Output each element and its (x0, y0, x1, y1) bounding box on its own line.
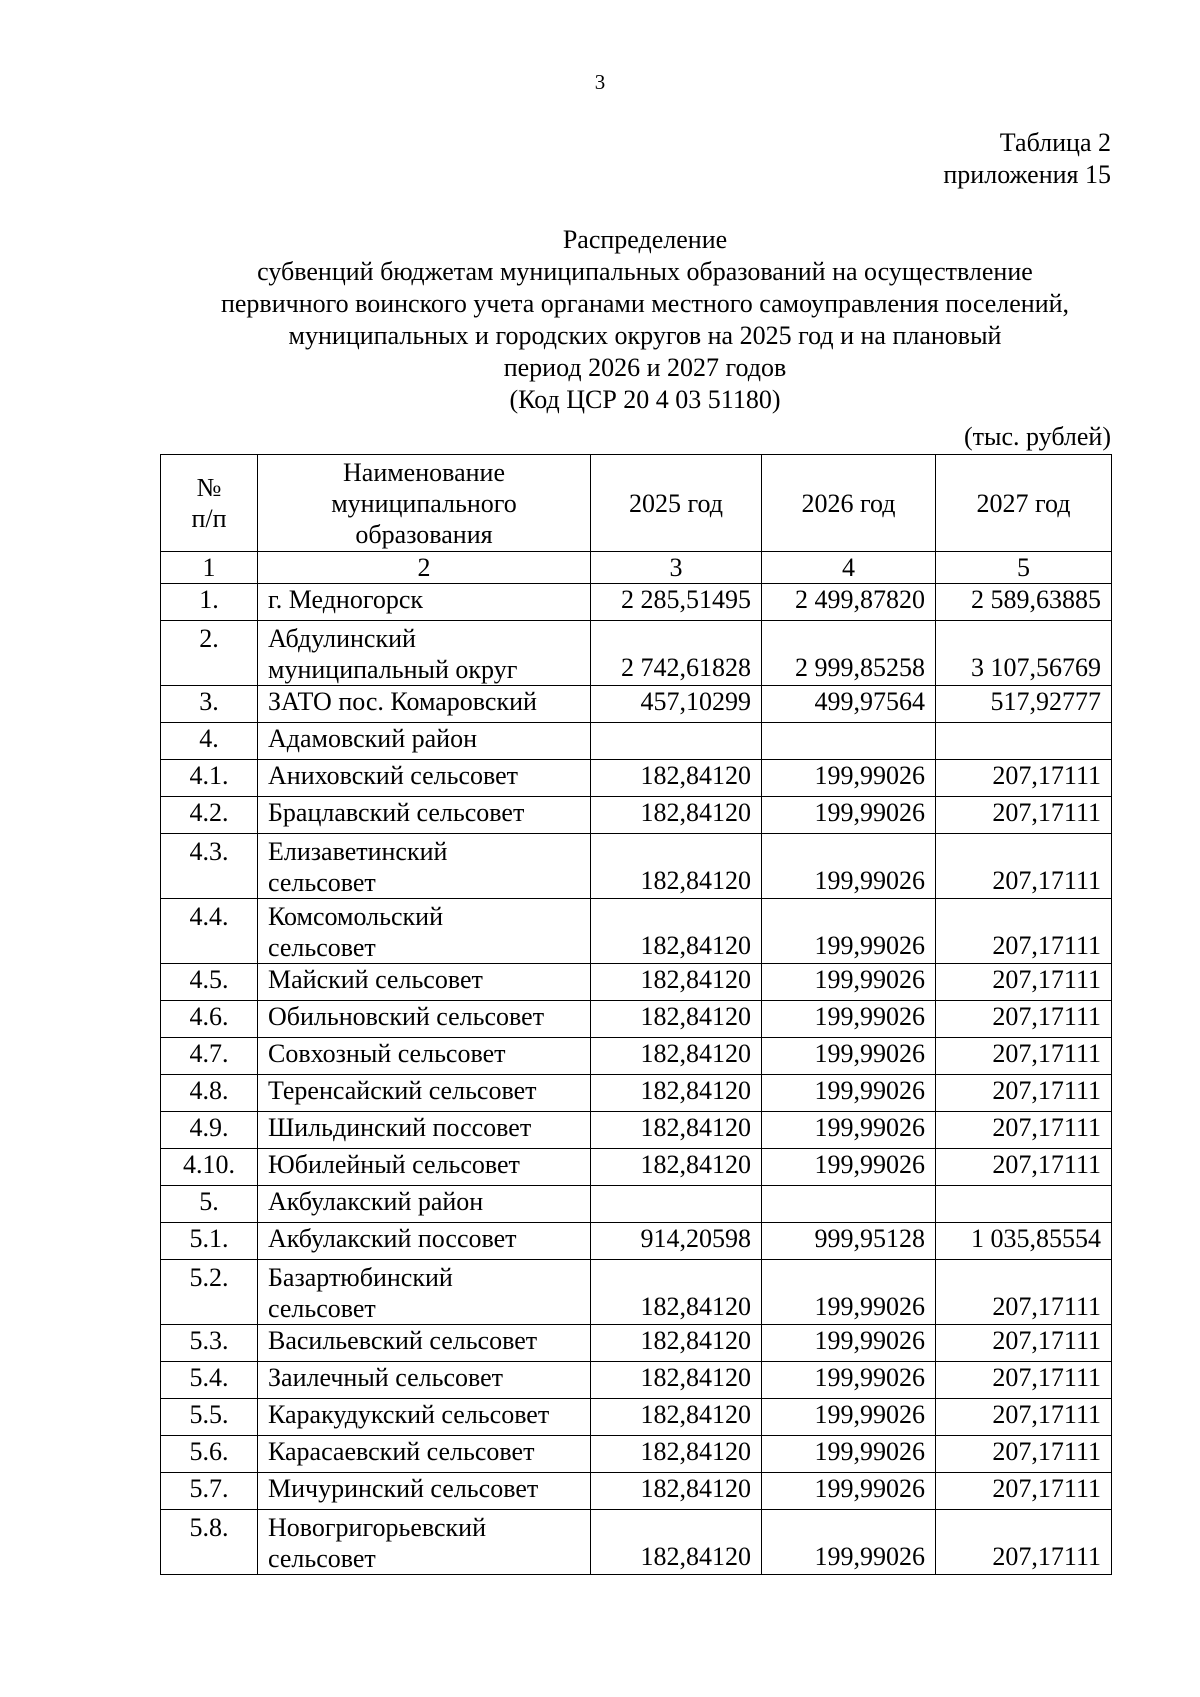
table-row (161, 1186, 1112, 1223)
table-row (161, 1436, 1112, 1473)
row-number: 4.7. (161, 1038, 258, 1075)
table-reference-line-2: приложения 15 (943, 160, 1111, 189)
row-number: 1. (161, 584, 258, 621)
row-name (258, 1510, 591, 1575)
units-label: (тыс. рублей) (963, 422, 1111, 451)
column-index: 3 (591, 552, 762, 584)
value-2026: 199,99026 (762, 1075, 936, 1112)
row-number: 4.5. (161, 964, 258, 1001)
value-2025: 182,84120 (591, 1075, 762, 1112)
row-name-line-1: Абдулинский (268, 624, 416, 653)
page-number: 3 (594, 70, 606, 94)
header-name-line-1: Наименование (343, 457, 505, 487)
value-2026: 199,99026 (762, 1325, 936, 1362)
row-number: 5. (161, 1186, 258, 1223)
value-2027: 207,17111 (936, 1260, 1112, 1325)
value-2025: 182,84120 (591, 797, 762, 834)
row-name: Аниховский сельсовет (258, 760, 591, 797)
row-name-line-1: Елизаветинский (268, 837, 448, 866)
value-2025: 914,20598 (591, 1223, 762, 1260)
table-row (161, 899, 1112, 964)
row-number: 4.10. (161, 1149, 258, 1186)
table-row (161, 1112, 1112, 1149)
value-2026: 199,99026 (762, 1112, 936, 1149)
table-row (161, 1075, 1112, 1112)
subvention-table (160, 454, 1112, 1575)
row-name: Карасаевский сельсовет (258, 1436, 591, 1473)
row-name-line-2: муниципальный округ (268, 655, 518, 684)
header-2025: 2025 год (591, 455, 762, 552)
table-row (161, 760, 1112, 797)
row-name (258, 621, 591, 686)
value-2026: 199,99026 (762, 1473, 936, 1510)
table-row (161, 1325, 1112, 1362)
value-2026: 499,97564 (762, 686, 936, 723)
value-2025: 182,84120 (591, 1112, 762, 1149)
row-number: 5.1. (161, 1223, 258, 1260)
row-name: Майский сельсовет (258, 964, 591, 1001)
row-name: Юбилейный сельсовет (258, 1149, 591, 1186)
value-2026: 199,99026 (762, 1362, 936, 1399)
title-line-5: период 2026 и 2027 годов (503, 353, 787, 382)
row-name: Совхозный сельсовет (258, 1038, 591, 1075)
value-2026: 199,99026 (762, 899, 936, 964)
row-name-line-2: сельсовет (268, 868, 376, 897)
value-2026: 2 999,85258 (762, 621, 936, 686)
table-row (161, 621, 1112, 686)
header-num-line-1: № (196, 473, 222, 502)
row-number: 4.9. (161, 1112, 258, 1149)
row-name-line-2: сельсовет (268, 1544, 376, 1573)
value-2027: 2 589,63885 (936, 584, 1112, 621)
title-line-6: (Код ЦСР 20 4 03 51180) (509, 385, 781, 414)
value-2027: 3 107,56769 (936, 621, 1112, 686)
row-number: 2. (161, 621, 258, 686)
table-row (161, 1399, 1112, 1436)
row-name: ЗАТО пос. Комаровский (258, 686, 591, 723)
value-2027: 207,17111 (936, 899, 1112, 964)
value-2027: 207,17111 (936, 1038, 1112, 1075)
column-index: 1 (161, 552, 258, 584)
table-reference-line-1: Таблица 2 (999, 128, 1111, 157)
row-name-line-2: сельсовет (268, 1294, 376, 1323)
value-2027: 207,17111 (936, 1510, 1112, 1575)
header-num (161, 455, 258, 552)
row-name-line-1: Новогригорьевский (268, 1513, 486, 1542)
row-number: 5.3. (161, 1325, 258, 1362)
row-name: Акбулакский поссовет (258, 1223, 591, 1260)
header-2026: 2026 год (762, 455, 936, 552)
row-number: 4.6. (161, 1001, 258, 1038)
row-name (258, 1260, 591, 1325)
value-2025: 182,84120 (591, 964, 762, 1001)
value-2027: 207,17111 (936, 1399, 1112, 1436)
row-number: 5.8. (161, 1510, 258, 1575)
header-name (258, 455, 591, 552)
value-2026: 199,99026 (762, 1149, 936, 1186)
value-2026: 199,99026 (762, 964, 936, 1001)
value-2027: 207,17111 (936, 964, 1112, 1001)
value-2026: 199,99026 (762, 834, 936, 899)
table-row (161, 686, 1112, 723)
column-index-row (161, 552, 1112, 584)
value-2025: 182,84120 (591, 1399, 762, 1436)
value-2025: 182,84120 (591, 1436, 762, 1473)
value-2025: 2 742,61828 (591, 621, 762, 686)
row-number: 4.3. (161, 834, 258, 899)
row-name-line-2: сельсовет (268, 933, 376, 962)
row-number: 4.1. (161, 760, 258, 797)
table-row (161, 584, 1112, 621)
value-2027: 517,92777 (936, 686, 1112, 723)
row-number: 5.7. (161, 1473, 258, 1510)
value-2026: 199,99026 (762, 797, 936, 834)
value-2026: 199,99026 (762, 760, 936, 797)
row-number: 4.8. (161, 1075, 258, 1112)
value-2027: 1 035,85554 (936, 1223, 1112, 1260)
value-2027: 207,17111 (936, 1473, 1112, 1510)
value-2025: 182,84120 (591, 1001, 762, 1038)
row-name: Мичуринский сельсовет (258, 1473, 591, 1510)
table-row (161, 1001, 1112, 1038)
value-2027: 207,17111 (936, 1325, 1112, 1362)
row-name: Акбулакский район (258, 1186, 591, 1223)
table-row (161, 1038, 1112, 1075)
row-name (258, 834, 591, 899)
row-number: 5.6. (161, 1436, 258, 1473)
value-2027: 207,17111 (936, 1436, 1112, 1473)
title-line-3: первичного воинского учета органами местного самоуправления поселений, (220, 289, 1070, 318)
header-num-line-2: п/п (191, 504, 227, 533)
row-name: Васильевский сельсовет (258, 1325, 591, 1362)
value-2027: 207,17111 (936, 760, 1112, 797)
value-2025: 182,84120 (591, 899, 762, 964)
row-name-line-1: Комсомольский (268, 902, 443, 931)
value-2025: 457,10299 (591, 686, 762, 723)
value-2026: 199,99026 (762, 1399, 936, 1436)
table-row (161, 1362, 1112, 1399)
value-2026: 199,99026 (762, 1510, 936, 1575)
table-row (161, 723, 1112, 760)
value-2025: 182,84120 (591, 760, 762, 797)
row-name: Шильдинский поссовет (258, 1112, 591, 1149)
table-row (161, 1260, 1112, 1325)
header-2027: 2027 год (936, 455, 1112, 552)
document-title (100, 224, 1190, 416)
value-2025: 182,84120 (591, 1362, 762, 1399)
value-2025 (591, 1186, 762, 1223)
value-2027: 207,17111 (936, 1149, 1112, 1186)
row-name: Брацлавский сельсовет (258, 797, 591, 834)
value-2025: 182,84120 (591, 1510, 762, 1575)
value-2025: 182,84120 (591, 1473, 762, 1510)
table-row (161, 1149, 1112, 1186)
row-number: 5.2. (161, 1260, 258, 1325)
row-name: г. Медногорск (258, 584, 591, 621)
value-2026: 199,99026 (762, 1038, 936, 1075)
value-2025: 182,84120 (591, 834, 762, 899)
value-2026: 199,99026 (762, 1436, 936, 1473)
value-2027: 207,17111 (936, 1001, 1112, 1038)
row-name (258, 899, 591, 964)
value-2025 (591, 723, 762, 760)
row-number: 4.2. (161, 797, 258, 834)
row-name-line-1: Базартюбинский (268, 1263, 453, 1292)
table-row (161, 1473, 1112, 1510)
value-2026 (762, 723, 936, 760)
value-2027: 207,17111 (936, 797, 1112, 834)
header-name-line-3: образования (355, 519, 493, 549)
table-row (161, 1223, 1112, 1260)
row-number: 3. (161, 686, 258, 723)
row-name: Обильновский сельсовет (258, 1001, 591, 1038)
row-name: Адамовский район (258, 723, 591, 760)
row-name: Теренсайский сельсовет (258, 1075, 591, 1112)
title-line-1: Распределение (562, 225, 728, 254)
value-2027 (936, 723, 1112, 760)
value-2026: 999,95128 (762, 1223, 936, 1260)
row-name: Заилечный сельсовет (258, 1362, 591, 1399)
table-reference (943, 127, 1111, 191)
table-row (161, 1510, 1112, 1575)
table-row (161, 834, 1112, 899)
title-line-4: муниципальных и городских округов на 2025 год и на плановый (288, 321, 1002, 350)
value-2026 (762, 1186, 936, 1223)
column-index: 4 (762, 552, 936, 584)
value-2027: 207,17111 (936, 1075, 1112, 1112)
value-2025: 182,84120 (591, 1149, 762, 1186)
row-number: 5.5. (161, 1399, 258, 1436)
table-row (161, 964, 1112, 1001)
column-index: 5 (936, 552, 1112, 584)
row-number: 4. (161, 723, 258, 760)
value-2027 (936, 1186, 1112, 1223)
value-2027: 207,17111 (936, 1362, 1112, 1399)
value-2025: 182,84120 (591, 1038, 762, 1075)
row-number: 4.4. (161, 899, 258, 964)
row-name: Каракудукский сельсовет (258, 1399, 591, 1436)
column-index: 2 (258, 552, 591, 584)
value-2026: 199,99026 (762, 1260, 936, 1325)
table-header-row (161, 455, 1112, 552)
table-row (161, 797, 1112, 834)
value-2026: 2 499,87820 (762, 584, 936, 621)
value-2025: 2 285,51495 (591, 584, 762, 621)
row-number: 5.4. (161, 1362, 258, 1399)
value-2027: 207,17111 (936, 1112, 1112, 1149)
header-name-line-2: муниципального (331, 488, 517, 518)
value-2027: 207,17111 (936, 834, 1112, 899)
value-2025: 182,84120 (591, 1260, 762, 1325)
value-2026: 199,99026 (762, 1001, 936, 1038)
title-line-2: субвенций бюджетам муниципальных образований на осуществление (257, 257, 1033, 286)
value-2025: 182,84120 (591, 1325, 762, 1362)
